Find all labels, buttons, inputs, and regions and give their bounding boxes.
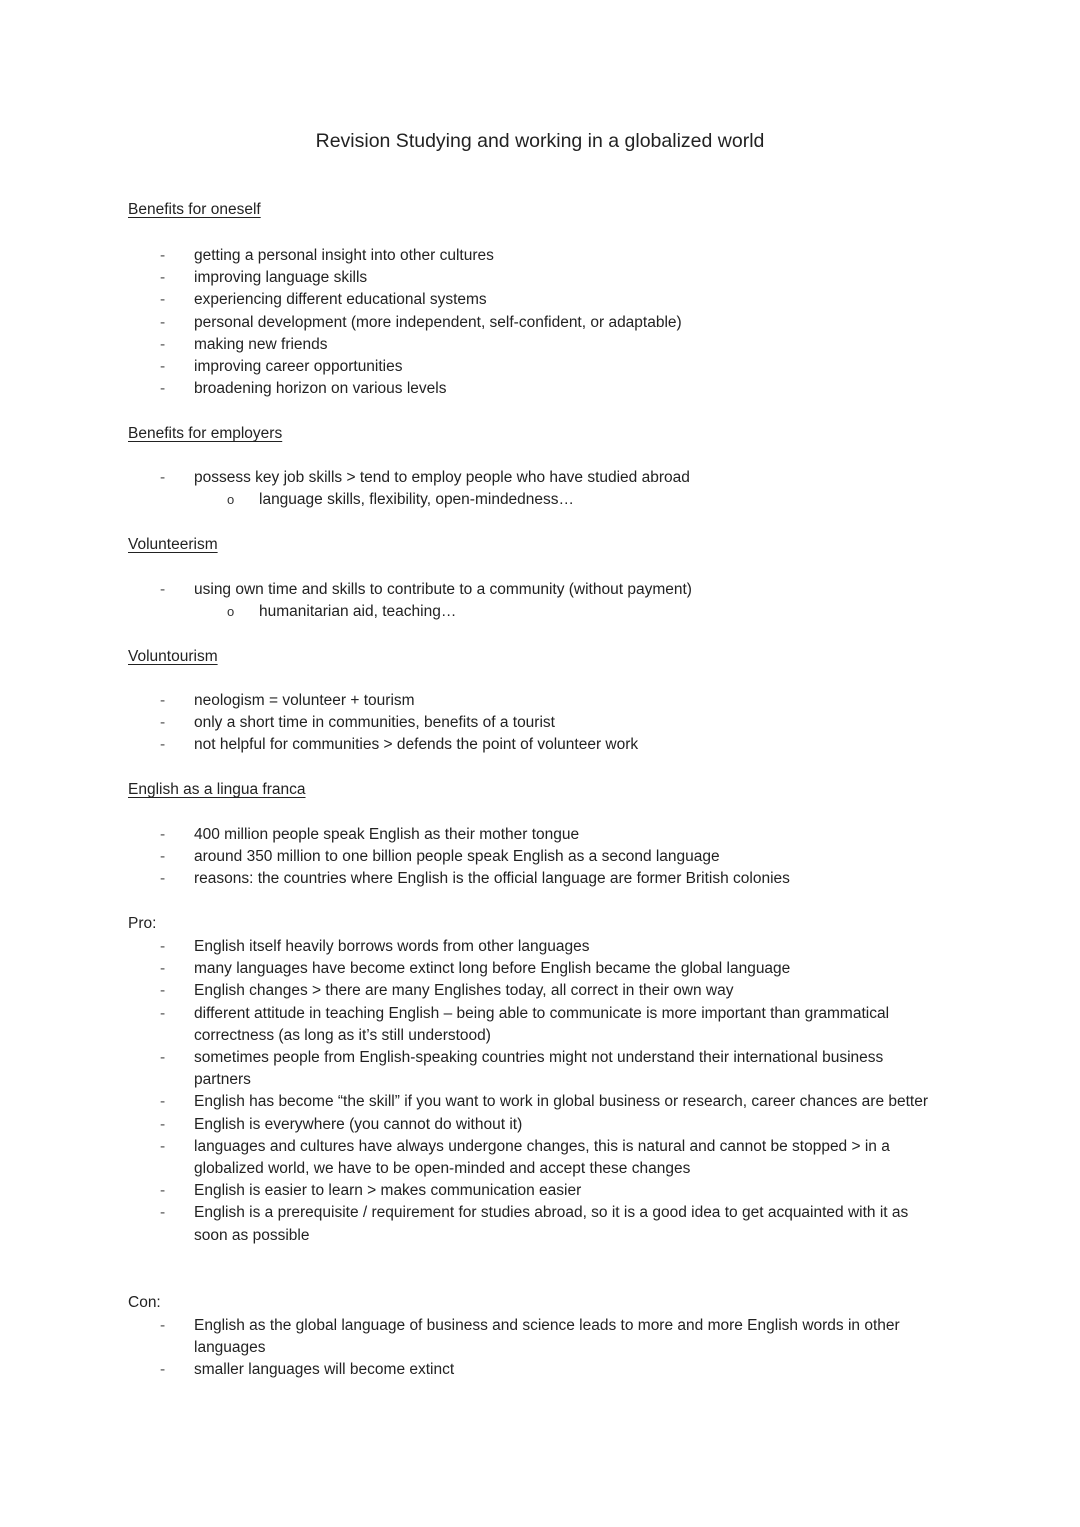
list-item-text: smaller languages will become extinct — [194, 1361, 455, 1379]
dash-bullet: - — [160, 1361, 166, 1379]
dash-bullet: - — [160, 1182, 166, 1200]
dash-bullet: - — [160, 291, 166, 309]
list-item-text: different attitude in teaching English – being able to communicate is more important than grammatical correctness (as long as it’s still understood) — [194, 1004, 890, 1044]
page-title: Revision Studying and working in a globalized world — [315, 130, 765, 152]
list-item — [0, 1091, 1080, 1113]
list-item — [0, 245, 1080, 267]
list-item — [0, 467, 1080, 511]
heading-lingua-franca: English as a lingua franca — [128, 781, 306, 798]
list-item-text: around 350 million to one billion people speak English as a second language — [194, 848, 720, 866]
list-item — [0, 356, 1080, 378]
dash-bullet: - — [160, 313, 166, 331]
list-item-text: reasons: the countries where English is the official language are former British colonies — [194, 870, 790, 888]
list-item-text: improving career opportunities — [194, 358, 403, 376]
list-item — [0, 579, 1080, 623]
list-item — [0, 1047, 1080, 1091]
dash-bullet: - — [160, 938, 166, 955]
dash-bullet: - — [160, 335, 166, 353]
list-item — [0, 334, 1080, 356]
list-item — [0, 1114, 1080, 1136]
list-item-text: using own time and skills to contribute to a community (without payment) — [194, 581, 692, 598]
list-item — [0, 1202, 1080, 1246]
dash-bullet: - — [160, 380, 166, 398]
heading-volunteerism: Volunteerism — [128, 536, 218, 553]
list-item — [0, 1180, 1080, 1202]
circle-bullet-icon: o — [227, 604, 235, 620]
list-item — [0, 868, 1080, 890]
list-item-text: English itself heavily borrows words from other languages — [194, 938, 590, 955]
list-benefits-employers — [0, 467, 1080, 511]
list-item — [0, 312, 1080, 334]
dash-bullet: - — [160, 870, 166, 888]
list-item — [0, 289, 1080, 311]
circle-bullet-icon: o — [227, 492, 235, 508]
list-item-text: English as the global language of business and science leads to more and more English words in other languages — [194, 1317, 900, 1357]
dash-bullet: - — [160, 714, 166, 732]
dash-bullet: - — [160, 736, 166, 754]
dash-bullet: - — [160, 960, 166, 978]
list-item-text: improving language skills — [194, 269, 368, 287]
dash-bullet: - — [160, 826, 166, 843]
dash-bullet: - — [160, 848, 166, 866]
list-item-text: personal development (more independent, self-confident, or adaptable) — [194, 313, 682, 331]
dash-bullet: - — [160, 358, 166, 376]
dash-bullet: - — [160, 269, 166, 287]
list-item-text: English is a prerequisite / requirement for studies abroad, so it is a good idea to get acquainted with it as soon as possible — [194, 1204, 909, 1244]
list-item — [0, 1003, 1080, 1047]
list-con — [0, 1315, 1080, 1382]
heading-benefits-employers: Benefits for employers — [128, 425, 283, 442]
list-item-text: making new friends — [194, 335, 328, 353]
list-benefits-oneself — [0, 245, 1080, 400]
list-item — [0, 980, 1080, 1002]
dash-bullet: - — [160, 1004, 166, 1022]
list-item — [0, 378, 1080, 400]
list-item-text: possess key job skills > tend to employ people who have studied abroad — [194, 469, 690, 486]
sub-list-item-text: language skills, flexibility, open-mindedness… — [259, 491, 575, 509]
list-volunteerism — [0, 579, 1080, 623]
dash-bullet: - — [160, 1093, 166, 1111]
list-item-text: English is easier to learn > makes communication easier — [194, 1182, 582, 1200]
list-item-text: English has become “the skill” if you want to work in global business or research, career chances are better — [194, 1093, 929, 1111]
list-item-text: many languages have become extinct long before English became the global language — [194, 960, 791, 978]
list-item-text: sometimes people from English-speaking countries might not understand their international business partners — [194, 1049, 884, 1089]
list-item-text: English is everywhere (you cannot do without it) — [194, 1115, 523, 1133]
list-voluntourism — [0, 690, 1080, 757]
heading-benefits-oneself: Benefits for oneself — [128, 201, 261, 218]
list-item-text: neologism = volunteer + tourism — [194, 692, 415, 709]
list-item — [0, 824, 1080, 846]
list-item — [0, 690, 1080, 712]
dash-bullet: - — [160, 247, 166, 264]
heading-voluntourism: Voluntourism — [128, 648, 218, 665]
list-item — [0, 846, 1080, 868]
con-label: Con: — [128, 1294, 161, 1311]
dash-bullet: - — [160, 1049, 166, 1067]
list-item-text: English changes > there are many Englishes today, all correct in their own way — [194, 982, 734, 1000]
list-item — [0, 1315, 1080, 1359]
list-pro — [0, 936, 1080, 1247]
pro-label: Pro: — [128, 915, 157, 932]
dash-bullet: - — [160, 1204, 166, 1222]
dash-bullet: - — [160, 469, 166, 486]
list-item — [0, 1359, 1080, 1381]
sub-list-item — [194, 601, 944, 623]
sub-list-item — [194, 489, 944, 511]
list-item — [0, 267, 1080, 289]
dash-bullet: - — [160, 982, 166, 1000]
list-item-text: 400 million people speak English as their mother tongue — [194, 826, 580, 843]
list-item-text: only a short time in communities, benefits of a tourist — [194, 714, 555, 732]
sub-list-item-text: humanitarian aid, teaching… — [259, 603, 457, 621]
dash-bullet: - — [160, 692, 166, 709]
list-item — [0, 958, 1080, 980]
list-item-text: experiencing different educational systems — [194, 291, 487, 309]
dash-bullet: - — [160, 581, 166, 598]
list-item — [0, 1136, 1080, 1180]
list-item — [0, 734, 1080, 756]
list-lingua-franca — [0, 824, 1080, 891]
list-item — [0, 712, 1080, 734]
list-item-text: languages and cultures have always undergone changes, this is natural and cannot be stopped > in a globalized world, we have to be open-minded and accept these changes — [194, 1137, 890, 1178]
list-item-text: not helpful for communities > defends the point of volunteer work — [194, 736, 639, 754]
list-item — [0, 936, 1080, 958]
list-item-text: getting a personal insight into other cultures — [194, 247, 494, 264]
dash-bullet: - — [160, 1137, 166, 1155]
dash-bullet: - — [160, 1115, 166, 1133]
dash-bullet: - — [160, 1317, 166, 1334]
list-item-text: broadening horizon on various levels — [194, 380, 447, 398]
